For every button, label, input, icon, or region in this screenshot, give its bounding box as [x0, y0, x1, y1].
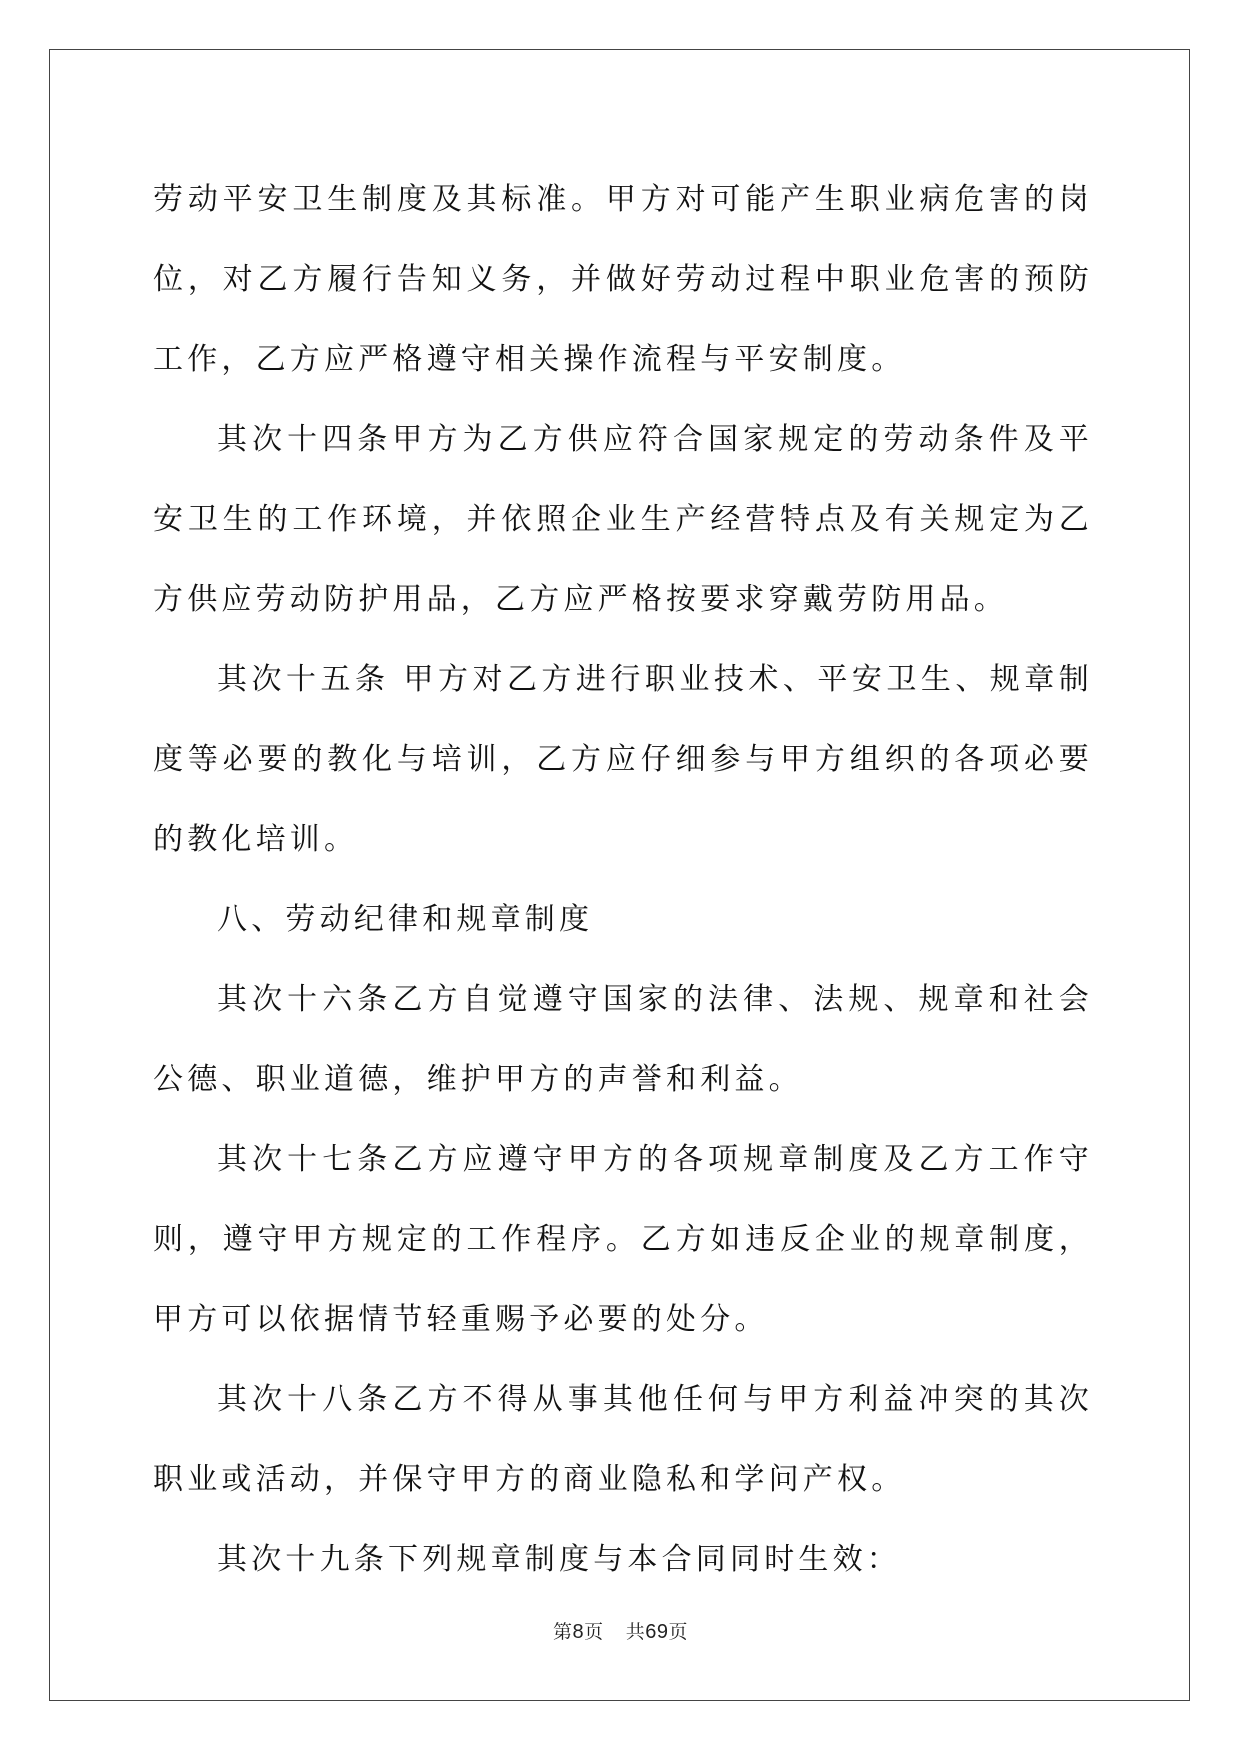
paragraph-2: 其次十四条甲方为乙方供应符合国家规定的劳动条件及平安卫生的工作环境，并依照企业生产经营特点及有关规定为乙方供应劳动防护用品，乙方应严格按要求穿戴劳防用品。	[153, 422, 1093, 617]
page-prefix: 第	[553, 1621, 573, 1643]
paragraph-3: 其次十五条 甲方对乙方进行职业技术、平安卫生、规章制度等必要的教化与培训，乙方应仔细参与甲方组织的各项必要的教化培训。	[153, 662, 1093, 857]
document-body	[153, 160, 1093, 1600]
paragraph-8: 其次十九条下列规章制度与本合同同时生效：	[217, 1542, 901, 1577]
page-footer	[0, 1617, 1241, 1644]
paragraph-5: 其次十六条乙方自觉遵守国家的法律、法规、规章和社会公德、职业道德，维护甲方的声誉和利益。	[153, 982, 1093, 1097]
paragraph-6: 其次十七条乙方应遵守甲方的各项规章制度及乙方工作守则，遵守甲方规定的工作程序。乙方如违反企业的规章制度，甲方可以依据情节轻重赐予必要的处分。	[153, 1142, 1093, 1337]
total-prefix: 共	[625, 1621, 646, 1643]
page-number: 8	[572, 1621, 585, 1643]
paragraph-1: 劳动平安卫生制度及其标准。甲方对可能产生职业病危害的岗位，对乙方履行告知义务，并做好劳动过程中职业危害的预防工作，乙方应严格遵守相关操作流程与平安制度。	[153, 182, 1093, 377]
total-suffix: 页	[668, 1621, 688, 1643]
section-heading: 八、劳动纪律和规章制度	[217, 902, 594, 937]
paragraph-7: 其次十八条乙方不得从事其他任何与甲方利益冲突的其次职业或活动，并保守甲方的商业隐私和学问产权。	[153, 1382, 1093, 1497]
page-suffix: 页	[584, 1621, 604, 1643]
total-pages: 69	[645, 1621, 669, 1643]
